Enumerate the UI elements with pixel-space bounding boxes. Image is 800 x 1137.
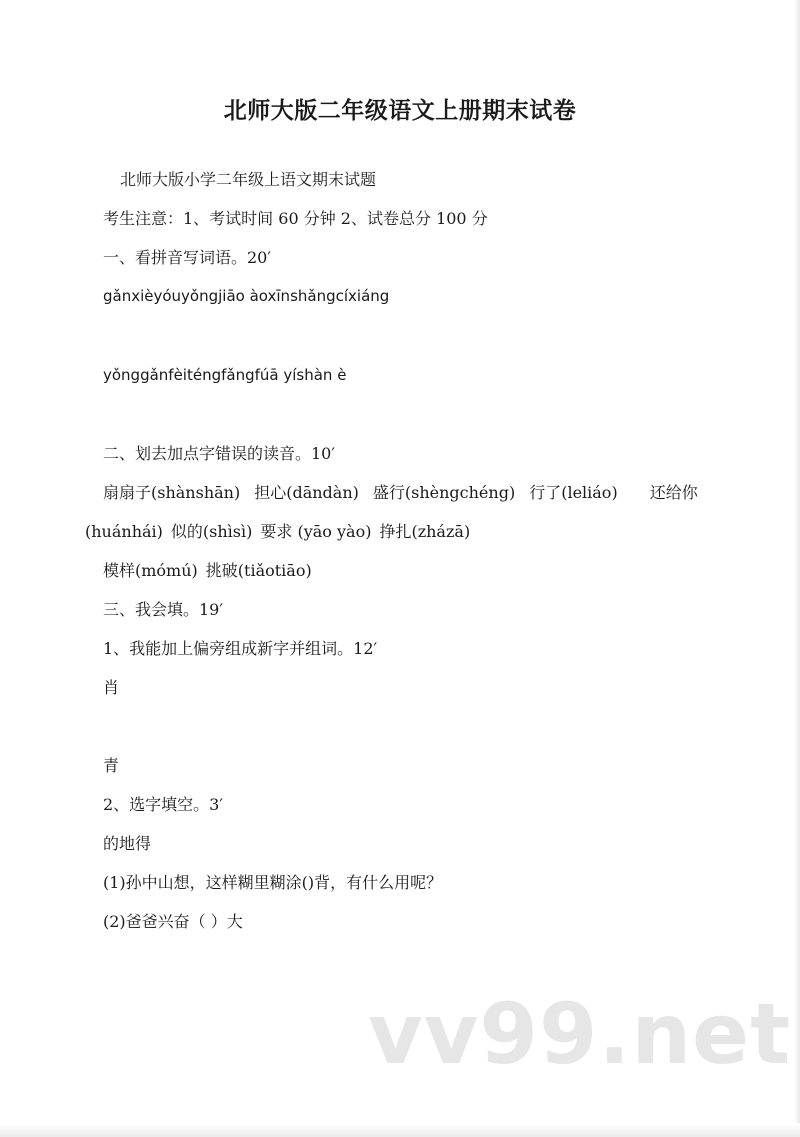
reading-item: 扇扇子(shànshān) [103, 483, 241, 502]
exam-notice: 考生注意：1、考试时间 60 分钟 2、试卷总分 100 分 [103, 209, 488, 228]
watermark: vv99.net [368, 985, 792, 1083]
reading-item: 行了(leliáo) [529, 483, 618, 502]
section-1-heading: 一、看拼音写词语。20′ [103, 248, 271, 267]
section-2-heading: 二、划去加点字错误的读音。10′ [103, 444, 335, 463]
question-1-char-2: 青 [103, 756, 120, 775]
question-2-item-2: (2)爸爸兴奋（ ）大 [103, 912, 243, 931]
question-1-char-1: 肖 [103, 678, 120, 697]
reading-items-row-3 [103, 563, 312, 579]
question-2-heading: 2、选字填空。3′ [103, 795, 223, 814]
reading-item: 模样(mómú) [103, 561, 198, 580]
reading-item: 挑破(tiǎotiāo) [205, 561, 312, 580]
reading-item: 挣扎(zházā) [379, 522, 471, 541]
reading-item: (huánhái) [85, 522, 163, 541]
section-3-heading: 三、我会填。19′ [103, 600, 223, 619]
question-2-item-1: (1)孙中山想，这样糊里糊涂()背，有什么用呢？ [103, 873, 443, 892]
reading-item: 似的(shìsì) [170, 522, 253, 541]
question-1-heading: 1、我能加上偏旁组成新字并组词。12′ [103, 639, 378, 658]
page-edge [794, 0, 800, 1137]
document-title: 北师大版二年级语文上册期末试卷 [223, 98, 577, 124]
reading-item: 盛行(shèngchéng) [372, 483, 516, 502]
reading-item: 要求 (yāo yào) [260, 522, 372, 541]
reading-items-row-2 [85, 524, 470, 540]
question-2-options: 的地得 [103, 834, 152, 853]
pinyin-line-1: gǎnxièyóuyǒngjiāo àoxīnshǎngcíxiáng [103, 287, 390, 305]
page-bottom-edge [0, 1123, 800, 1137]
pinyin-line-2: yǒnggǎnfèiténgfǎngfúā yíshàn è [103, 366, 347, 384]
reading-items-row-1 [103, 485, 698, 501]
subtitle: 北师大版小学二年级上语文期末试题 [120, 170, 377, 189]
reading-item: 还给你 [649, 483, 698, 502]
reading-item: 担心(dāndàn) [254, 483, 359, 502]
